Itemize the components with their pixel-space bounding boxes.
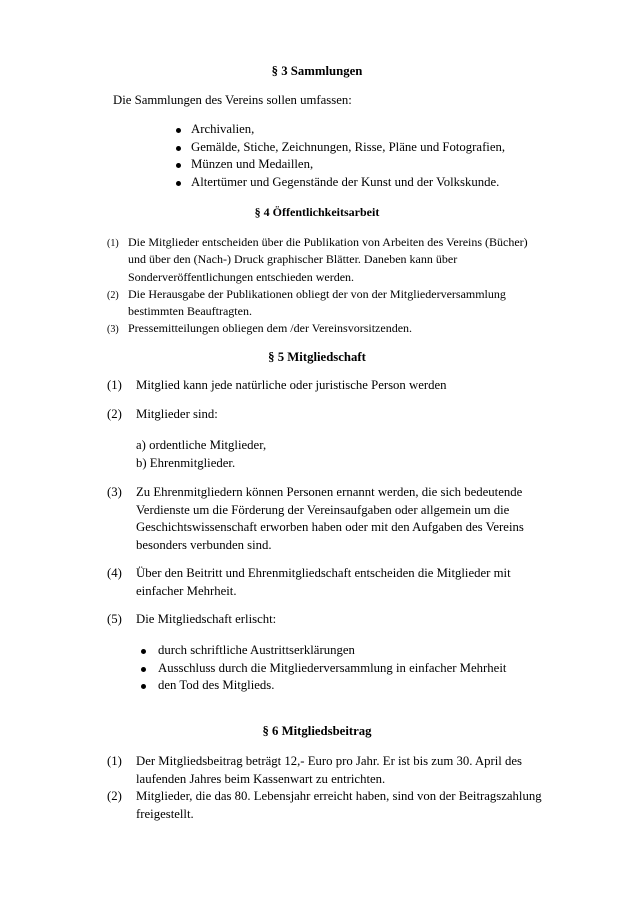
item-number: (1) <box>107 754 122 768</box>
list-item <box>141 660 506 678</box>
item-number: (2) <box>107 407 122 421</box>
numbered-item <box>107 377 597 395</box>
item-number: (5) <box>107 612 122 626</box>
member-types-list <box>136 437 266 472</box>
section-5-heading: § 5 Mitgliedschaft <box>268 350 366 364</box>
member-type-item: b) Ehrenmitglieder. <box>136 455 236 470</box>
item-text: Mitglied kann jede natürliche oder juristische Person werden <box>136 378 447 392</box>
list-item-text: durch schriftliche Austrittserklärungen <box>158 643 355 657</box>
bullet-icon <box>141 649 146 654</box>
collections-list <box>176 121 505 191</box>
item-number: (1) <box>107 238 119 249</box>
list-item <box>176 121 505 139</box>
list-item <box>176 156 505 174</box>
list-item <box>176 174 505 192</box>
list-item-text: Altertümer und Gegenstände der Kunst und der Volkskunde. <box>191 174 500 189</box>
member-type-item: a) ordentliche Mitglieder, <box>136 438 267 452</box>
numbered-item <box>107 788 597 823</box>
bullet-icon <box>176 163 181 168</box>
item-text: Pressemitteilungen obliegen dem /der Vereinsvorsitzenden. <box>128 321 413 336</box>
numbered-item <box>107 611 597 629</box>
item-text: Mitglieder sind: <box>136 407 218 421</box>
numbered-item <box>107 234 597 286</box>
item-number: (3) <box>107 324 119 336</box>
list-item-text: Archivalien, <box>191 122 255 136</box>
item-number: (3) <box>107 485 122 499</box>
item-number: (1) <box>107 378 122 392</box>
numbered-item <box>107 753 597 788</box>
item-number: (2) <box>107 789 122 803</box>
bullet-icon <box>176 146 181 151</box>
section-3-intro: Die Sammlungen des Vereins sollen umfassen: <box>113 93 352 107</box>
item-number: (4) <box>107 566 122 580</box>
item-text: Über den Beitritt und Ehrenmitgliedschaft entscheiden die Mitglieder mit einfacher Mehrheit. <box>136 566 511 598</box>
list-item-text: Ausschluss durch die Mitgliederversammlung in einfacher Mehrheit <box>158 660 507 675</box>
item-number: (2) <box>107 289 119 301</box>
item-text: Der Mitgliedsbeitrag beträgt 12,- Euro pro Jahr. Er ist bis zum 30. April des laufenden Jahres beim Kassenwart zu entrichten. <box>136 754 522 786</box>
list-item-text: Gemälde, Stiche, Zeichnungen, Risse, Pläne und Fotografien, <box>191 139 506 154</box>
item-text: Zu Ehrenmitgliedern können Personen ernannt werden, die sich bedeutende Verdienste um die Förderung der Vereinsaufgaben oder allgemein um die Geschichtswissenschaft erworben haben oder mit den Aufgaben des Vereins besonders verbunden sind. <box>136 485 524 552</box>
item-text: Die Mitgliedschaft erlischt: <box>136 612 277 626</box>
section-4-items <box>107 234 597 339</box>
list-item <box>176 139 505 157</box>
bullet-icon <box>176 128 181 133</box>
section-6-items <box>107 753 597 823</box>
numbered-item <box>107 565 597 600</box>
item-text: Mitglieder, die das 80. Lebensjahr erreicht haben, sind von der Beitragszahlung freigestellt. <box>136 789 542 821</box>
bullet-icon <box>141 667 146 672</box>
item-text: Die Mitglieder entscheiden über die Publikation von Arbeiten des Vereins (Bücher) und über den (Nach-) Druck graphischer Blätter. Daneben kann über Sonderveröffentlichungen entschieden werden. <box>128 235 528 284</box>
list-item-text: Münzen und Medaillen, <box>191 157 314 171</box>
item-text: Die Herausgabe der Publikationen obliegt der von der Mitgliederversammlung bestimmten Beauftragten. <box>128 286 506 319</box>
list-item <box>141 642 506 660</box>
list-item <box>141 677 506 695</box>
section-3-heading: § 3 Sammlungen <box>271 64 363 78</box>
numbered-item <box>107 286 597 321</box>
list-item-text: den Tod des Mitglieds. <box>158 678 275 692</box>
termination-list <box>141 642 506 695</box>
numbered-item <box>107 406 597 424</box>
numbered-item <box>107 320 597 338</box>
section-6-heading: § 6 Mitgliedsbeitrag <box>262 724 372 738</box>
bullet-icon <box>176 181 181 186</box>
numbered-item <box>107 484 597 554</box>
section-4-heading: § 4 Öffentlichkeitsarbeit <box>254 205 380 219</box>
bullet-icon <box>141 684 146 689</box>
